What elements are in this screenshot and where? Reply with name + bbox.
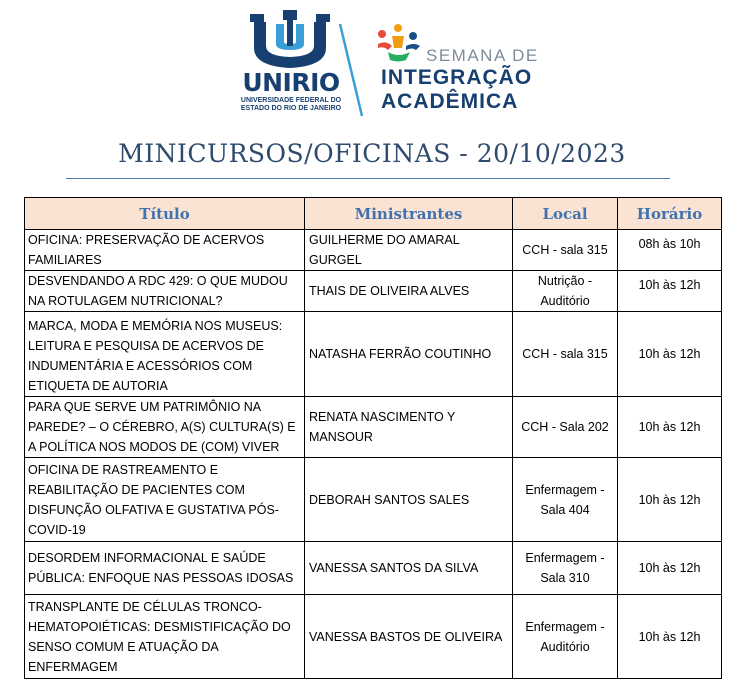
table-row xyxy=(25,271,722,312)
event-name-line3: ACADÊMICA xyxy=(381,90,519,113)
cell-local: CCH - sala 315 xyxy=(513,312,618,397)
unirio-logo-icon xyxy=(246,10,334,72)
table-row xyxy=(25,312,722,397)
cell-titulo: DESVENDANDO A RDC 429: O QUE MUDOU NA ROTULAGEM NUTRICIONAL? xyxy=(25,271,305,312)
cell-ministrantes: RENATA NASCIMENTO Y MANSOUR xyxy=(305,397,513,458)
column-header-titulo: Título xyxy=(25,198,305,230)
cell-ministrantes: VANESSA BASTOS DE OLIVEIRA xyxy=(305,595,513,679)
cell-horario: 10h às 12h xyxy=(618,542,722,595)
unirio-subtitle-line: UNIVERSIDADE FEDERAL DO xyxy=(240,97,342,104)
column-header-local: Local xyxy=(513,198,618,230)
unirio-subtitle-line: ESTADO DO RIO DE JANEIRO xyxy=(240,105,342,112)
page-title: MINICURSOS/OFICINAS - 20/10/2023 xyxy=(118,139,626,168)
divider-slash-icon xyxy=(336,22,366,118)
cell-titulo: TRANSPLANTE DE CÉLULAS TRONCO-HEMATOPOIÉTICAS: DESMISTIFICAÇÃO DO SENSO COMUM E ATUAÇÃO DA ENFERMAGEM xyxy=(25,595,305,679)
header-logos xyxy=(0,8,744,118)
table-header-row xyxy=(25,198,722,230)
table-row xyxy=(25,458,722,542)
cell-local: CCH - Sala 202 xyxy=(513,397,618,458)
cell-ministrantes: VANESSA SANTOS DA SILVA xyxy=(305,542,513,595)
cell-horario: 10h às 12h xyxy=(618,458,722,542)
cell-ministrantes: NATASHA FERRÃO COUTINHO xyxy=(305,312,513,397)
column-header-horario: Horário xyxy=(618,198,722,230)
table-row xyxy=(25,542,722,595)
cell-horario: 10h às 12h xyxy=(618,312,722,397)
cell-local: CCH - sala 315 xyxy=(513,230,618,271)
title-divider xyxy=(66,178,670,179)
event-logo-icon xyxy=(376,24,422,64)
schedule-table xyxy=(24,197,722,679)
event-name-line1: SEMANA DE xyxy=(426,46,539,65)
cell-horario: 10h às 12h xyxy=(618,595,722,679)
table-row xyxy=(25,397,722,458)
cell-titulo: OFICINA DE RASTREAMENTO E REABILITAÇÃO DE PACIENTES COM DISFUNÇÃO OLFATIVA E GUSTATIVA PÓS-COVID-19 xyxy=(25,458,305,542)
cell-horario: 10h às 12h xyxy=(618,397,722,458)
cell-titulo: OFICINA: PRESERVAÇÃO DE ACERVOS FAMILIARES xyxy=(25,230,305,271)
cell-horario: 10h às 12h xyxy=(618,271,722,312)
cell-local: Enfermagem - Auditório xyxy=(513,595,618,679)
cell-ministrantes: DEBORAH SANTOS SALES xyxy=(305,458,513,542)
cell-local: Enfermagem - Sala 404 xyxy=(513,458,618,542)
cell-titulo: PARA QUE SERVE UM PATRIMÔNIO NA PAREDE? – O CÉREBRO, A(S) CULTURA(S) E A POLÍTICA NOS MODOS DE (COM) VIVER xyxy=(25,397,305,458)
cell-ministrantes: THAIS DE OLIVEIRA ALVES xyxy=(305,271,513,312)
cell-titulo: DESORDEM INFORMACIONAL E SAÚDE PÚBLICA: ENFOQUE NAS PESSOAS IDOSAS xyxy=(25,542,305,595)
cell-ministrantes: GUILHERME DO AMARAL GURGEL xyxy=(305,230,513,271)
table-row xyxy=(25,230,722,271)
cell-titulo: MARCA, MODA E MEMÓRIA NOS MUSEUS: LEITURA E PESQUISA DE ACERVOS DE INDUMENTÁRIA E ACESSÓRIOS COM ETIQUETA DE AUTORIA xyxy=(25,312,305,397)
cell-local: Nutrição - Auditório xyxy=(513,271,618,312)
event-name-line2: INTEGRAÇÃO xyxy=(381,66,533,89)
cell-local: Enfermagem - Sala 310 xyxy=(513,542,618,595)
table-row xyxy=(25,595,722,679)
cell-horario: 08h às 10h xyxy=(618,230,722,271)
column-header-ministrantes: Ministrantes xyxy=(305,198,513,230)
unirio-name: UNIRIO xyxy=(242,68,340,97)
